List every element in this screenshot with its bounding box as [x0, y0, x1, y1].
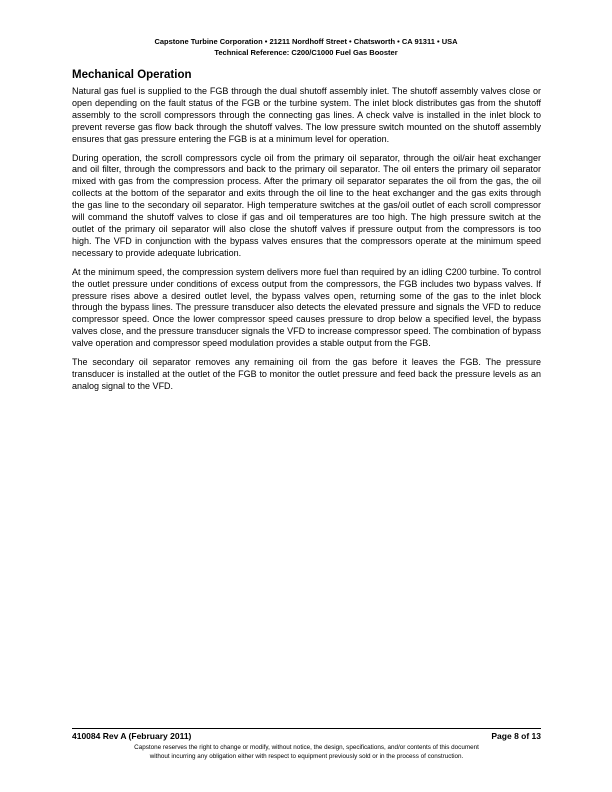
- main-content: [72, 68, 541, 400]
- footer-disclaimer: [72, 744, 541, 761]
- footer-page-number: Page 8 of 13: [491, 731, 541, 741]
- paragraph-secondary-separator: The secondary oil separator removes any remaining oil from the gas before it leaves the FGB. The pressure transducer is installed at the outlet of the FGB to monitor the outlet pressure and feed back the pressure levels as an analog signal to the VFD.: [72, 357, 541, 391]
- footer-row: [72, 731, 541, 742]
- page-header: [0, 36, 612, 58]
- footer-disclaimer-line1: Capstone reserves the right to change or modify, without notice, the design, specifications, and/or contents of this document: [134, 744, 479, 751]
- paragraph-bypass-control: At the minimum speed, the compression system delivers more fuel than required by an idling C200 turbine. To control the outlet pressure under conditions of excess output from the compressors, the FGB includes two bypass valves. If pressure rises above a desired outlet level, the bypass valves open, returning some of the gas to the inlet block through the bypass lines. The pressure transducer also detects the elevated pressure and signals the VFD to reduce compressor speed. Once the lower compressor speed causes pressure to drop below a specified level, the bypass valves close, and the pressure transducer signals the VFD to increase compressor speed. The combination of bypass valve operation and compressor speed modulation provides a stable output from the FGB.: [72, 266, 541, 349]
- footer-disclaimer-line2: without incurring any obligation either with respect to equipment previously sold or in the process of construction.: [149, 752, 464, 760]
- footer-document-id: 410084 Rev A (February 2011): [72, 731, 192, 741]
- footer-divider: [72, 728, 541, 729]
- paragraph-oil-cycle: During operation, the scroll compressors cycle oil from the primary oil separator, through the oil/air heat exchanger and oil filter, through the compressors and back to the primary oil separator. The oil enters the primary oil separator mixed with gas from the compression process. After the primary oil separator separates the oil from the gas, the oil collects at the bottom of the separator and exits through the oil line to the heat exchanger and the gas exits through the gas line to the secondary oil separator. High temperature switches at the gas/oil outlet of each scroll compressor will command the shutoff valves to close if gas and oil temperatures are too high. The high pressure switch at the outlet of the primary oil separator will also close the shutoff valves if pressure output from the compressors is too high. The VFD in conjunction with the bypass valves ensures that the compressors operate at the minimum speed necessary to provide adequate lubrication.: [72, 152, 541, 258]
- paragraph-inlet: Natural gas fuel is supplied to the FGB through the dual shutoff assembly inlet. The shutoff assembly valves close or open depending on the fault status of the FGB or the turbine system. The inlet block distributes gas from the shutoff assembly to the scroll compressors through the connecting gas lines. A check valve is installed in the inlet block to prevent reverse gas flow back through the shutoff valves. The low pressure switch mounted on the shutoff assembly ensures that gas pressure entering the FGB is at a minimum level for operation.: [72, 86, 541, 144]
- header-reference-line: Technical Reference: C200/C1000 Fuel Gas Booster: [214, 48, 398, 57]
- header-company-line: Capstone Turbine Corporation • 21211 Nordhoff Street • Chatsworth • CA 91311 • USA: [154, 37, 458, 46]
- page-footer: [72, 728, 541, 761]
- section-title: Mechanical Operation: [72, 69, 192, 81]
